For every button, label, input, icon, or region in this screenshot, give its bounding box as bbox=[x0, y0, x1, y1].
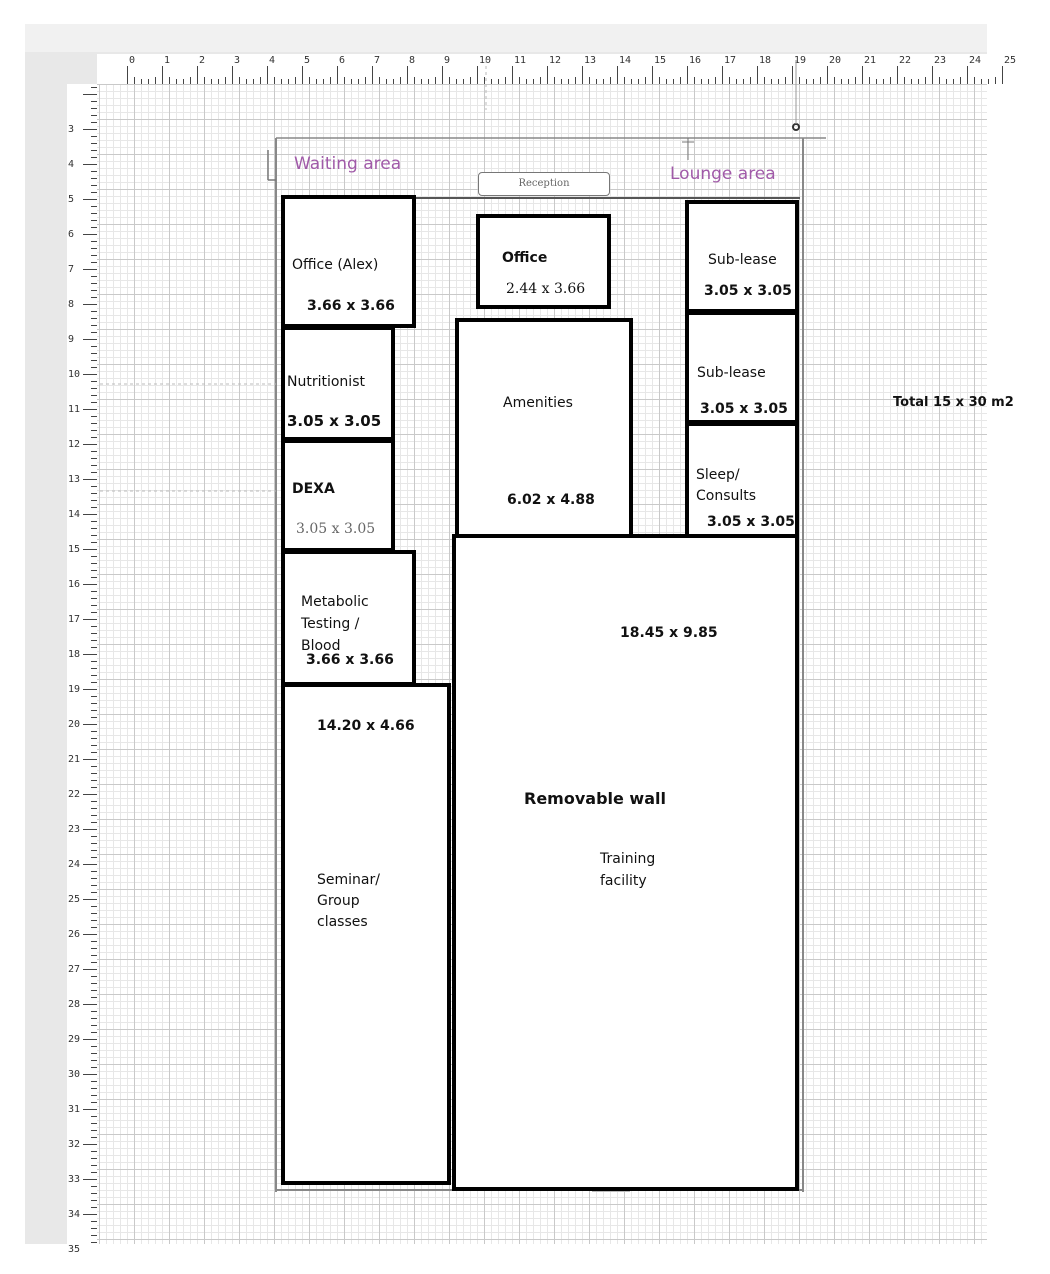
lounge-area-label: Lounge area bbox=[670, 164, 776, 184]
ruler-tick bbox=[155, 77, 156, 84]
ruler-label: 13 bbox=[68, 474, 81, 485]
ruler-tick bbox=[757, 66, 758, 84]
ruler-tick bbox=[274, 77, 275, 84]
ruler-tick bbox=[83, 1214, 97, 1215]
ruler-tick bbox=[400, 77, 401, 84]
ruler-tick bbox=[83, 654, 97, 655]
ruler-label: 16 bbox=[68, 579, 81, 590]
office-alex-name: Office (Alex) bbox=[292, 257, 379, 273]
sleep-size: 3.05 x 3.05 bbox=[707, 514, 795, 530]
ruler-tick bbox=[204, 77, 205, 84]
ruler-tick bbox=[83, 689, 97, 690]
room-seminar[interactable] bbox=[281, 683, 451, 1185]
ruler-tick bbox=[83, 374, 97, 375]
ruler-label: 11 bbox=[68, 404, 81, 415]
ruler-tick bbox=[575, 77, 576, 84]
ruler-tick bbox=[540, 77, 541, 84]
ruler-tick bbox=[729, 77, 730, 84]
ruler-tick bbox=[1002, 66, 1003, 84]
ruler-tick bbox=[83, 514, 97, 515]
ruler-tick bbox=[232, 66, 233, 84]
ruler-label: 34 bbox=[68, 1209, 81, 1220]
metabolic-line1: Metabolic bbox=[301, 594, 369, 610]
waiting-area-label: Waiting area bbox=[294, 154, 402, 174]
vertical-ruler[interactable] bbox=[67, 84, 98, 1255]
ruler-label: 29 bbox=[68, 1034, 81, 1045]
ruler-label: 22 bbox=[899, 55, 912, 66]
ruler-label: 1 bbox=[164, 55, 171, 66]
ruler-tick bbox=[890, 77, 891, 84]
ruler-label: 32 bbox=[68, 1139, 81, 1150]
ruler-label: 17 bbox=[724, 55, 737, 66]
nutritionist-size: 3.05 x 3.05 bbox=[287, 412, 382, 430]
removable-wall-label: Removable wall bbox=[524, 789, 666, 808]
ruler-tick bbox=[659, 77, 660, 84]
ruler-tick bbox=[988, 79, 989, 84]
ruler-label: 3 bbox=[234, 55, 241, 66]
ruler-label: 24 bbox=[68, 859, 81, 870]
ruler-tick bbox=[974, 77, 975, 84]
ruler-label: 20 bbox=[68, 719, 81, 730]
ruler-tick bbox=[83, 1109, 97, 1110]
training-size: 18.45 x 9.85 bbox=[620, 625, 718, 641]
ruler-tick bbox=[617, 66, 618, 84]
ruler-tick bbox=[722, 66, 723, 84]
ruler-tick bbox=[925, 77, 926, 84]
ruler-tick bbox=[83, 1004, 97, 1005]
ruler-tick bbox=[932, 66, 933, 84]
ruler-label: 19 bbox=[68, 684, 81, 695]
ruler-label: 30 bbox=[68, 1069, 81, 1080]
ruler-label: 31 bbox=[68, 1104, 81, 1115]
ruler-label: 23 bbox=[68, 824, 81, 835]
ruler-label: 2 bbox=[199, 55, 206, 66]
toolbar-strip bbox=[25, 24, 987, 52]
ruler-label: 22 bbox=[68, 789, 81, 800]
ruler-label: 17 bbox=[68, 614, 81, 625]
ruler-tick bbox=[519, 77, 520, 84]
ruler-label: 6 bbox=[339, 55, 346, 66]
ruler-tick bbox=[834, 77, 835, 84]
ruler-label: 35 bbox=[68, 1244, 81, 1255]
ruler-label: 20 bbox=[829, 55, 842, 66]
ruler-tick bbox=[897, 66, 898, 84]
ruler-tick bbox=[83, 129, 97, 130]
ruler-tick bbox=[449, 77, 450, 84]
office-name: Office bbox=[502, 250, 548, 266]
ruler-tick bbox=[169, 77, 170, 84]
ruler-tick bbox=[687, 66, 688, 84]
ruler-tick bbox=[372, 66, 373, 84]
ruler-label: 12 bbox=[549, 55, 562, 66]
ruler-tick bbox=[134, 77, 135, 84]
ruler-tick bbox=[83, 794, 97, 795]
sleep-name-line2: Consults bbox=[696, 488, 757, 504]
dexa-name: DEXA bbox=[292, 481, 335, 497]
office-alex-size: 3.66 x 3.66 bbox=[307, 298, 395, 314]
ruler-label: 10 bbox=[68, 369, 81, 380]
ruler-tick bbox=[505, 77, 506, 84]
ruler-tick bbox=[83, 479, 97, 480]
reception-label: Reception bbox=[518, 178, 570, 189]
ruler-label: 23 bbox=[934, 55, 947, 66]
ruler-tick bbox=[855, 77, 856, 84]
office-size: 2.44 x 3.66 bbox=[506, 281, 586, 297]
ruler-tick bbox=[694, 77, 695, 84]
ruler-tick bbox=[267, 66, 268, 84]
total-area-label: Total 15 x 30 m2 bbox=[893, 395, 1014, 410]
ruler-tick bbox=[83, 339, 97, 340]
ruler-tick bbox=[127, 66, 128, 84]
ruler-label: 14 bbox=[68, 509, 81, 520]
ruler-tick bbox=[302, 66, 303, 84]
ruler-label: 3 bbox=[68, 124, 75, 135]
ruler-label: 25 bbox=[1004, 55, 1017, 66]
metabolic-line3: Blood bbox=[301, 638, 341, 654]
training-name-line2: facility bbox=[600, 873, 647, 889]
ruler-label: 28 bbox=[68, 999, 81, 1010]
ruler-tick bbox=[197, 66, 198, 84]
metabolic-line2: Testing / bbox=[301, 616, 360, 632]
ruler-label: 14 bbox=[619, 55, 632, 66]
sublease-1-name: Sub-lease bbox=[708, 252, 777, 268]
ruler-label: 6 bbox=[68, 229, 75, 240]
ruler-tick bbox=[83, 1179, 97, 1180]
ruler-tick bbox=[554, 77, 555, 84]
ruler-tick bbox=[414, 77, 415, 84]
ruler-label: 9 bbox=[68, 334, 75, 345]
ruler-tick bbox=[365, 77, 366, 84]
ruler-tick bbox=[83, 724, 97, 725]
ruler-tick bbox=[715, 77, 716, 84]
ruler-tick bbox=[470, 77, 471, 84]
ruler-tick bbox=[939, 77, 940, 84]
ruler-label: 4 bbox=[68, 159, 75, 170]
ruler-label: 0 bbox=[129, 55, 136, 66]
ruler-tick bbox=[582, 66, 583, 84]
ruler-tick bbox=[624, 77, 625, 84]
horizontal-ruler[interactable] bbox=[97, 54, 1017, 85]
ruler-tick bbox=[83, 864, 97, 865]
ruler-tick bbox=[344, 77, 345, 84]
ruler-label: 15 bbox=[654, 55, 667, 66]
ruler-tick bbox=[83, 199, 97, 200]
ruler-tick bbox=[239, 77, 240, 84]
ruler-label: 33 bbox=[68, 1174, 81, 1185]
ruler-tick bbox=[337, 66, 338, 84]
ruler-tick bbox=[83, 164, 97, 165]
reception-desk[interactable] bbox=[478, 172, 610, 196]
ruler-label: 19 bbox=[794, 55, 807, 66]
ruler-tick bbox=[295, 77, 296, 84]
ruler-tick bbox=[83, 269, 97, 270]
ruler-tick bbox=[83, 969, 97, 970]
ruler-tick bbox=[512, 66, 513, 84]
ruler-label: 21 bbox=[68, 754, 81, 765]
ruler-label: 15 bbox=[68, 544, 81, 555]
ruler-label: 7 bbox=[374, 55, 381, 66]
ruler-tick bbox=[83, 1144, 97, 1145]
ruler-tick bbox=[330, 77, 331, 84]
ruler-tick bbox=[799, 77, 800, 84]
ruler-label: 8 bbox=[68, 299, 75, 310]
ruler-tick bbox=[862, 66, 863, 84]
ruler-label: 11 bbox=[514, 55, 527, 66]
ruler-label: 5 bbox=[304, 55, 311, 66]
ruler-tick bbox=[83, 409, 97, 410]
dexa-size: 3.05 x 3.05 bbox=[296, 521, 376, 537]
amenities-name: Amenities bbox=[503, 395, 573, 411]
ruler-tick bbox=[477, 66, 478, 84]
ruler-tick bbox=[83, 304, 97, 305]
ruler-label: 25 bbox=[68, 894, 81, 905]
ruler-label: 24 bbox=[969, 55, 982, 66]
ruler-tick bbox=[260, 77, 261, 84]
sublease-2-name: Sub-lease bbox=[697, 365, 766, 381]
ruler-label: 12 bbox=[68, 439, 81, 450]
ruler-tick bbox=[750, 77, 751, 84]
ruler-tick bbox=[83, 1039, 97, 1040]
ruler-tick bbox=[83, 549, 97, 550]
ruler-tick bbox=[645, 77, 646, 84]
ruler-tick bbox=[83, 584, 97, 585]
ruler-label: 16 bbox=[689, 55, 702, 66]
ruler-tick bbox=[83, 829, 97, 830]
ruler-tick bbox=[83, 899, 97, 900]
ruler-tick bbox=[309, 77, 310, 84]
training-name-line1: Training bbox=[600, 851, 656, 867]
ruler-tick bbox=[820, 77, 821, 84]
sublease-2-size: 3.05 x 3.05 bbox=[700, 401, 788, 417]
ruler-label: 27 bbox=[68, 964, 81, 975]
ruler-tick bbox=[83, 619, 97, 620]
seminar-name-line2: Group bbox=[317, 893, 360, 909]
ruler-tick bbox=[435, 77, 436, 84]
ruler-tick bbox=[680, 77, 681, 84]
ruler-tick bbox=[407, 66, 408, 84]
nutritionist-name: Nutritionist bbox=[287, 374, 365, 390]
ruler-label: 5 bbox=[68, 194, 75, 205]
ruler-label: 18 bbox=[68, 649, 81, 660]
ruler-label: 4 bbox=[269, 55, 276, 66]
ruler-tick bbox=[225, 77, 226, 84]
ruler-label: 10 bbox=[479, 55, 492, 66]
amenities-size: 6.02 x 4.88 bbox=[507, 492, 595, 508]
ruler-tick bbox=[83, 234, 97, 235]
seminar-name-line1: Seminar/ bbox=[317, 872, 380, 888]
ruler-tick bbox=[190, 77, 191, 84]
ruler-tick bbox=[484, 77, 485, 84]
ruler-label: 9 bbox=[444, 55, 451, 66]
ruler-tick bbox=[652, 66, 653, 84]
ruler-tick bbox=[869, 77, 870, 84]
ruler-tick bbox=[827, 66, 828, 84]
seminar-size: 14.20 x 4.66 bbox=[317, 718, 415, 734]
ruler-label: 8 bbox=[409, 55, 416, 66]
seminar-name-line3: classes bbox=[317, 914, 368, 930]
metabolic-size: 3.66 x 3.66 bbox=[306, 652, 394, 668]
ruler-label: 7 bbox=[68, 264, 75, 275]
ruler-tick bbox=[379, 77, 380, 84]
ruler-tick bbox=[785, 77, 786, 84]
ruler-label: 18 bbox=[759, 55, 772, 66]
sublease-1-size: 3.05 x 3.05 bbox=[704, 283, 792, 299]
ruler-tick bbox=[83, 1074, 97, 1075]
ruler-tick bbox=[792, 66, 793, 84]
sleep-name-line1: Sleep/ bbox=[696, 467, 740, 483]
ruler-tick bbox=[960, 77, 961, 84]
ruler-tick bbox=[967, 66, 968, 84]
ruler-tick bbox=[547, 66, 548, 84]
ruler-label: 13 bbox=[584, 55, 597, 66]
ruler-tick bbox=[83, 759, 97, 760]
ruler-tick bbox=[442, 66, 443, 84]
ruler-tick bbox=[83, 444, 97, 445]
ruler-tick bbox=[83, 94, 97, 95]
ruler-tick bbox=[764, 77, 765, 84]
ruler-tick bbox=[610, 77, 611, 84]
ruler-tick bbox=[589, 77, 590, 84]
ruler-tick bbox=[162, 66, 163, 84]
ruler-tick bbox=[904, 77, 905, 84]
ruler-label: 26 bbox=[68, 929, 81, 940]
ruler-tick bbox=[83, 934, 97, 935]
ruler-tick bbox=[995, 77, 996, 84]
ruler-label: 21 bbox=[864, 55, 877, 66]
